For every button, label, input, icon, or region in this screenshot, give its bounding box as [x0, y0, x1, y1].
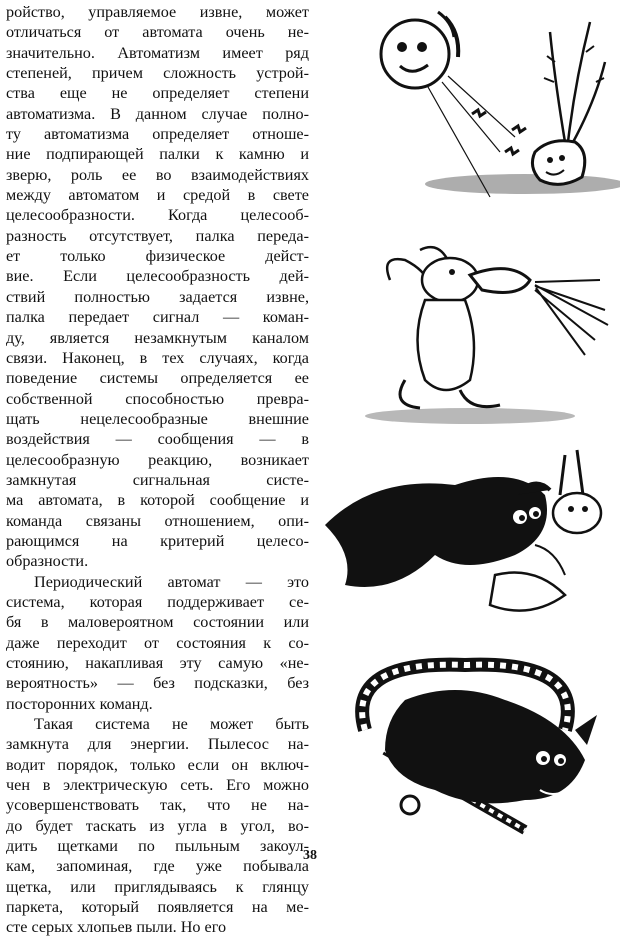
text-line: ствий полностью задается извне, — [6, 287, 309, 306]
text-line: даже переходит от состояния к со- — [6, 633, 309, 652]
illustration-sun-carrot — [350, 2, 620, 202]
text-line: автоматизма. В данном случае полно- — [6, 104, 309, 123]
text-line: паркета, который появляется на ме- — [6, 898, 309, 917]
text-line: зверю, роль ее во взаимодействиях — [6, 165, 309, 184]
text-line: целесообразную реакцию, возникает — [6, 450, 309, 469]
text-line: до будет таскать из угла в угол, во- — [6, 816, 309, 835]
text-line: бя в маловероятном состоянии или — [6, 613, 309, 632]
text-line: замкнута для энергии. Пылесос на- — [6, 735, 309, 754]
text-line: Периодический автомат — это — [34, 572, 309, 591]
text-line: Такая система не может быть — [34, 715, 309, 734]
text-line: усовершенствовать так, что не на- — [6, 796, 309, 815]
text-line: отличаться от автомата очень не- — [6, 23, 309, 42]
text-line: воздействия — сообщения — в — [6, 430, 309, 449]
text-line: поведение системы определяется ее — [6, 369, 309, 388]
text-line: посторонних команд. — [6, 694, 153, 713]
text-line: ду, является незамкнутым каналом — [6, 328, 309, 347]
text-line: дить щетками по пыльным закоул- — [6, 837, 309, 856]
text-line: связи. Наконец, в тех случаях, когда — [6, 348, 309, 367]
text-line: стоянию, накапливая эту самую «не- — [6, 654, 309, 672]
text-line: целесообразности. Когда целесооб- — [6, 206, 309, 225]
text-line: ет только физическое дейст- — [6, 247, 309, 266]
illustration-rabbit-carrot — [370, 240, 620, 430]
text-line: вероятность» — без подсказки, без — [6, 674, 309, 693]
text-line: щетка, или приглядываясь к глянцу — [6, 877, 309, 896]
text-line: система, которая поддерживает се- — [6, 592, 309, 611]
text-line: команда связаны отношением, опи- — [6, 511, 309, 530]
text-line: палка передает сигнал — коман- — [6, 308, 309, 327]
illustration-dog-rabbit — [315, 425, 620, 625]
text-line: рающимся на критерий целесо- — [6, 531, 309, 550]
text-line: сте серых хлопьев пыли. Но его — [6, 918, 227, 937]
text-line: ства еще не определяет степени — [6, 84, 309, 103]
text-line: щать нецелесообразные внешние — [6, 409, 309, 428]
text-line: ма автомата, в которой сообщение и — [6, 491, 309, 510]
text-line: между автоматом и средой в свете — [6, 186, 309, 205]
text-line: значительно. Автоматизм имеет ряд — [6, 43, 309, 62]
text-line: чен в электрическую сеть. Его можно — [6, 776, 309, 795]
text-line: ройство, управляемое извне, может — [6, 3, 309, 21]
text-line: ту автоматизма определяет отноше- — [6, 125, 309, 144]
text-line: замкнутая сигнальная систе- — [6, 470, 309, 489]
text-column — [6, 2, 309, 938]
page-number: 38 — [303, 848, 317, 863]
text-line: разность отсутствует, палка переда- — [6, 226, 309, 245]
text-line: ние подпирающей палки к камню и — [6, 145, 309, 164]
text-line: вие. Если целесообразность дей- — [6, 267, 309, 286]
text-line: водит порядок, только если он включ- — [6, 755, 309, 774]
text-line: кам, запоминая, где уже побывала — [6, 857, 309, 876]
text-line: степеней, причем сложность устрой- — [6, 64, 309, 83]
text-line: образности. — [6, 552, 89, 571]
illustration-dog-vacuum — [325, 640, 620, 840]
text-line: собственной способностью превра- — [6, 389, 309, 408]
